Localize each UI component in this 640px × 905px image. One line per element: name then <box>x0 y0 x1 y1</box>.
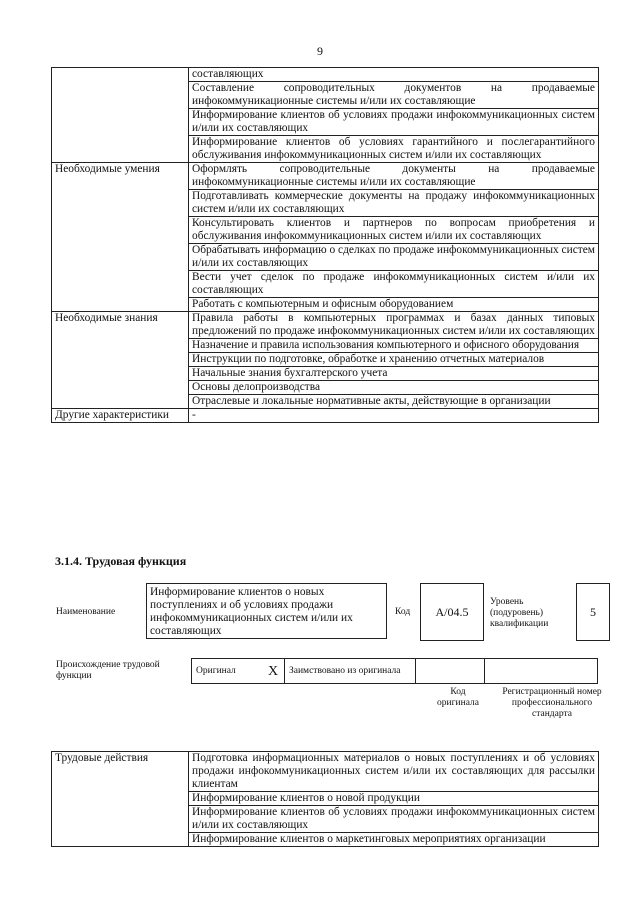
table-cell: Инструкции по подготовке, обработке и хранению отчетных материалов <box>189 353 599 367</box>
table-cell: Основы делопроизводства <box>189 381 599 395</box>
table-row <box>52 752 599 792</box>
actions-label: Трудовые действия <box>52 752 189 847</box>
function-name-box: Информирование клиентов о новых поступлениях и об условиях продажи инфокоммуникационных систем и/или их составляющих <box>146 583 387 639</box>
table-cell: Составление сопроводительных документов на продаваемые инфокоммуникационные системы и/или их составляющие <box>189 82 599 109</box>
skills-label: Необходимые умения <box>52 163 189 312</box>
table-cell: Информирование клиентов о маркетинговых мероприятиях организации <box>189 833 599 847</box>
borrowed-label: Заимствовано из оригинала <box>285 659 416 684</box>
table-row <box>52 163 599 190</box>
table-cell: Правила работы в компьютерных программах и базах данных типовых предложений по продаже инфокоммуникационных систем и/или их составляющих <box>189 312 599 339</box>
original-label: Оригинал <box>192 659 263 684</box>
table-cell: составляющих <box>189 68 599 82</box>
level-box: 5 <box>576 583 610 641</box>
table-cell: Подготавливать коммерческие документы на продажу инфокоммуникационных систем и/или их составляющих <box>189 190 599 217</box>
table-cell: Вести учет сделок по продаже инфокоммуникационных систем и/или их составляющих <box>189 271 599 298</box>
table-row <box>52 409 599 423</box>
table-cell: Начальные знания бухгалтерского учета <box>189 367 599 381</box>
table-cell: - <box>189 409 599 423</box>
name-label: Наименование <box>56 607 116 617</box>
code-caption: Код оригинала <box>437 687 479 708</box>
table-cell: Назначение и правила использования компьютерного и офисного оборудования <box>189 339 599 353</box>
table-cell: Информирование клиентов об условиях продажи инфокоммуникационных систем и/или их составляющих <box>189 806 599 833</box>
original-mark: X <box>267 664 279 679</box>
table-cell: Информирование клиентов об условиях гарантийного и послегарантийного обслуживания инфокоммуникационных систем и/или их составляющих <box>189 136 599 163</box>
origin-table <box>191 658 598 684</box>
competency-table <box>51 67 599 423</box>
function-code-box: А/04.5 <box>420 583 484 641</box>
reg-number-cell <box>485 659 598 684</box>
actions-table <box>51 751 599 847</box>
table-row <box>52 68 599 82</box>
code-label: Код <box>395 607 411 617</box>
table-cell: Обрабатывать информацию о сделках по продаже инфокоммуникационных систем и/или их составляющих <box>189 244 599 271</box>
table-cell: Информирование клиентов о новой продукции <box>189 792 599 806</box>
table-cell: Оформлять сопроводительные документы на продаваемые инфокоммуникационные системы и/или их составляющие <box>189 163 599 190</box>
original-code-cell <box>416 659 485 684</box>
section-title: 3.1.4. Трудовая функция <box>55 554 187 568</box>
table-cell: Подготовка информационных материалов о новых поступлениях и об условиях продажи инфокоммуникационных систем и/или их составляющих для рассылки клиентам <box>189 752 599 792</box>
table-cell: Работать с компьютерным и офисным оборудованием <box>189 298 599 312</box>
reg-caption: Регистрационный номер профессионального стандарта <box>502 687 602 719</box>
table-cell: Консультировать клиентов и партнеров по вопросам приобретения и обслуживания инфокоммуникационных систем и/или их составляющих <box>189 217 599 244</box>
table-cell: Отраслевые и локальные нормативные акты, действующие в организации <box>189 395 599 409</box>
level-label: Уровень (подуровень) квалификации <box>490 597 549 629</box>
page-number: 9 <box>317 44 323 58</box>
table-row <box>52 312 599 339</box>
table-cell: Информирование клиентов об условиях продажи инфокоммуникационных систем и/или их составляющих <box>189 109 599 136</box>
origin-label: Происхождение трудовой функции <box>56 660 160 681</box>
row-label <box>52 68 189 163</box>
other-label: Другие характеристики <box>52 409 189 423</box>
knowledge-label: Необходимые знания <box>52 312 189 409</box>
